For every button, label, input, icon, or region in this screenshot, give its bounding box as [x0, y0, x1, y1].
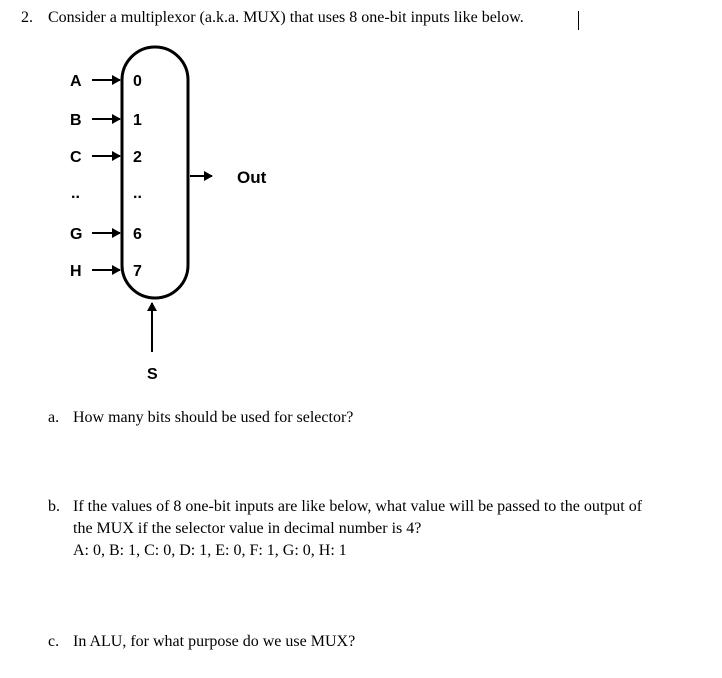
input-label: B [70, 112, 82, 129]
input-index: .. [133, 185, 142, 202]
input-index: 2 [133, 149, 142, 166]
part-a-letter: a. [48, 409, 60, 426]
part-b-letter: b. [48, 498, 60, 515]
input-index: 1 [133, 112, 142, 129]
input-row [70, 149, 142, 166]
question-stem: Consider a multiplexor (a.k.a. MUX) that uses 8 one-bit inputs like below. [48, 9, 524, 26]
part-c-letter: c. [48, 633, 60, 650]
question-number: 2. [21, 9, 33, 26]
part-a-text: How many bits should be used for selector? [73, 409, 354, 426]
part-c-text: In ALU, for what purpose do we use MUX? [73, 633, 356, 650]
input-row [70, 112, 142, 129]
ellipsis-row [71, 185, 142, 202]
input-label: H [70, 263, 82, 280]
input-index: 0 [133, 73, 142, 90]
output-label: Out [237, 168, 267, 187]
input-label: C [70, 149, 82, 166]
part-b-values: A: 0, B: 1, C: 0, D: 1, E: 0, F: 1, G: 0, H: 1 [73, 542, 347, 559]
input-row [70, 73, 142, 90]
input-index: 7 [133, 263, 142, 280]
part-b-line-1: If the values of 8 one-bit inputs are like below, what value will be passed to the output of [73, 498, 643, 515]
mux-body [122, 47, 188, 298]
input-row [70, 226, 142, 243]
part-b-line-2: the MUX if the selector value in decimal number is 4? [73, 520, 422, 537]
selector-label: S [147, 366, 158, 383]
input-label: .. [71, 185, 80, 202]
input-label: G [70, 226, 83, 243]
input-index: 6 [133, 226, 142, 243]
input-label: A [70, 73, 82, 90]
input-row [70, 263, 142, 280]
